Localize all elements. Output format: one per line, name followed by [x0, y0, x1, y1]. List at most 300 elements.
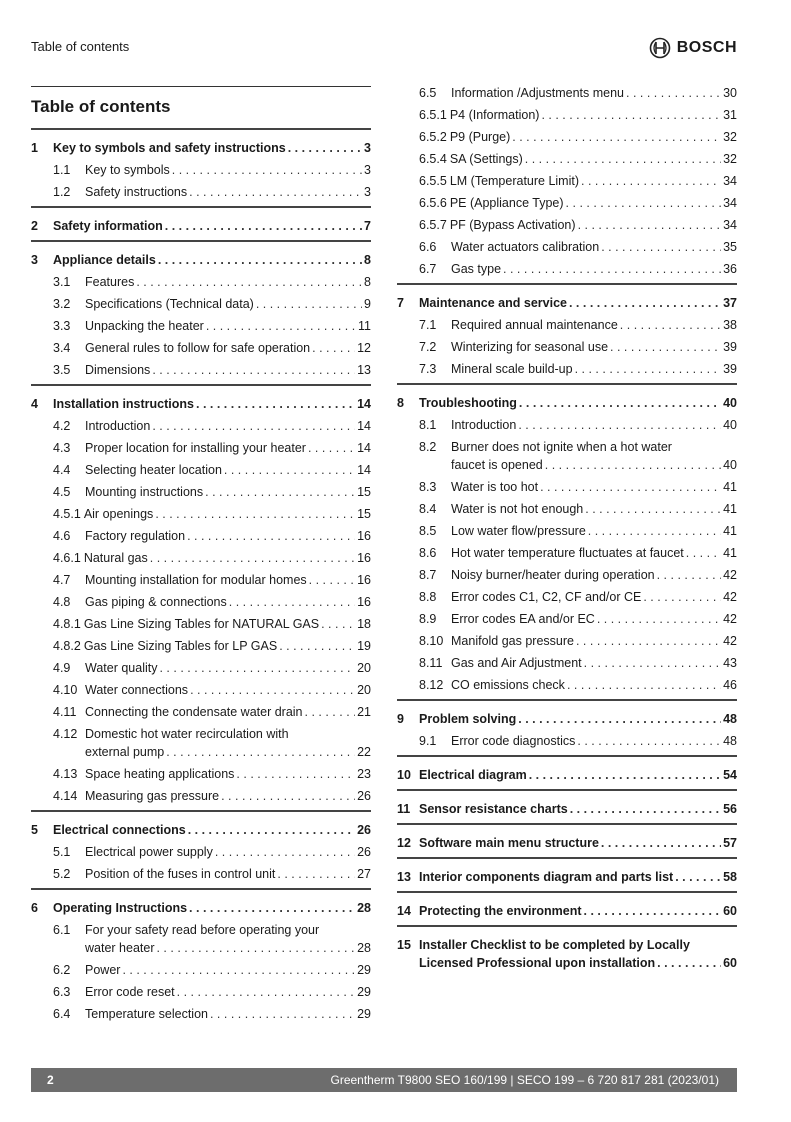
toc-entry-line1[interactable] — [397, 937, 737, 953]
toc-entry-number: 4.5 — [53, 485, 71, 499]
toc-entry[interactable] — [31, 506, 371, 522]
dot-leader — [156, 940, 355, 956]
toc-entry[interactable] — [397, 261, 737, 277]
dot-leader — [576, 633, 721, 649]
dot-leader — [166, 744, 355, 760]
toc-entry[interactable] — [397, 567, 737, 583]
dot-leader — [570, 801, 721, 817]
toc-entry[interactable] — [397, 85, 737, 101]
dot-leader — [567, 677, 721, 693]
dot-leader — [597, 611, 721, 627]
dot-leader — [584, 655, 721, 671]
toc-entry-number: 6.5 — [419, 86, 437, 100]
toc-entry-label: Measuring gas pressure — [85, 789, 220, 803]
dot-leader — [566, 195, 722, 211]
toc-entry-page: 16 — [357, 551, 371, 565]
section-divider — [397, 283, 737, 285]
toc-entry-number: 4.11 — [53, 705, 77, 719]
toc-entry[interactable] — [397, 107, 737, 123]
toc-entry-page: 46 — [723, 678, 737, 692]
toc-entry[interactable] — [397, 589, 737, 605]
dot-leader — [155, 506, 355, 522]
dot-leader — [206, 318, 356, 334]
toc-entry-label: Appliance details — [53, 253, 156, 267]
toc-chapter[interactable] — [397, 801, 737, 817]
dot-leader — [196, 396, 355, 412]
dot-leader — [288, 140, 362, 156]
toc-entry-page: 12 — [357, 341, 371, 355]
dot-leader — [188, 822, 355, 838]
toc-entry-page: 34 — [723, 218, 737, 232]
page-footer — [31, 1068, 737, 1092]
toc-entry-page: 32 — [723, 130, 737, 144]
dot-leader — [150, 550, 355, 566]
dot-leader — [256, 296, 362, 312]
dot-leader — [518, 417, 721, 433]
toc-entry-label: Operating Instructions — [53, 901, 188, 915]
toc-entry-number: 7.3 — [419, 362, 437, 376]
header-title: Table of contents — [31, 39, 130, 54]
toc-entry-page: 41 — [723, 524, 737, 538]
section-divider — [397, 857, 737, 859]
toc-entry-page: 23 — [357, 767, 371, 781]
toc-entry-label: Problem solving — [419, 712, 517, 726]
toc-entry-label: Connecting the condensate water drain — [85, 705, 303, 719]
toc-entry-number: 4.8.2 — [53, 639, 81, 653]
toc-entry-page: 41 — [723, 502, 737, 516]
toc-entry-page: 8 — [364, 253, 371, 267]
dot-leader — [588, 523, 721, 539]
toc-entry-label: Key to symbols and safety instructions — [53, 141, 286, 155]
toc-entry-number: 4.13 — [53, 767, 78, 781]
toc-entry[interactable] — [397, 129, 737, 145]
toc-entry-number: 4.4 — [53, 463, 71, 477]
dot-leader — [601, 835, 721, 851]
toc-chapter[interactable] — [31, 396, 371, 412]
toc-entry[interactable] — [31, 866, 371, 882]
toc-entry-label: Natural gas — [83, 551, 148, 565]
dot-leader — [229, 594, 355, 610]
dot-leader — [584, 903, 722, 919]
toc-entry[interactable] — [397, 361, 737, 377]
toc-entry-page: 3 — [364, 185, 371, 199]
toc-entry-label: Troubleshooting — [419, 396, 517, 410]
toc-entry[interactable] — [31, 484, 371, 500]
toc-entry-number: 6.5.4 — [419, 152, 447, 166]
toc-entry[interactable] — [31, 788, 371, 804]
section-divider — [397, 383, 737, 385]
toc-entry[interactable] — [31, 660, 371, 676]
toc-entry-label: P9 (Purge) — [449, 130, 511, 144]
toc-entry-label: Software main menu structure — [419, 836, 599, 850]
dot-leader — [675, 869, 721, 885]
toc-chapter[interactable] — [397, 869, 737, 885]
toc-entry-label: Gas piping & connections — [85, 595, 227, 609]
toc-entry[interactable] — [31, 418, 371, 434]
toc-entry[interactable] — [397, 611, 737, 627]
dot-leader — [575, 361, 722, 377]
dot-leader — [503, 261, 721, 277]
dot-leader — [321, 616, 355, 632]
toc-entry[interactable] — [397, 523, 737, 539]
toc-entry-page: 42 — [723, 568, 737, 582]
toc-entry-number: 5.1 — [53, 845, 71, 859]
section-divider — [397, 789, 737, 791]
dot-leader — [626, 85, 721, 101]
toc-entry-page: 8 — [364, 275, 371, 289]
toc-entry-label: Unpacking the heater — [85, 319, 204, 333]
toc-entry-page: 14 — [357, 419, 371, 433]
toc-entry-label: Error code diagnostics — [451, 734, 576, 748]
toc-entry[interactable] — [31, 550, 371, 566]
toc-entry-label: Dimensions — [85, 363, 151, 377]
toc-entry-number: 6.1 — [53, 923, 71, 937]
toc-entry[interactable] — [397, 317, 737, 333]
toc-entry-number: 3 — [31, 253, 38, 267]
toc-entry-page: 16 — [357, 573, 371, 587]
toc-entry-number: 6.5.2 — [419, 130, 447, 144]
toc-entry-label: Key to symbols — [85, 163, 170, 177]
toc-chapter[interactable] — [31, 252, 371, 268]
toc-entry[interactable] — [397, 417, 737, 433]
toc-entry-page: 11 — [358, 319, 371, 333]
dot-leader — [172, 162, 362, 178]
toc-entry-number: 4.12 — [53, 727, 78, 741]
toc-entry[interactable] — [397, 677, 737, 693]
toc-entry-label: Introduction — [451, 418, 517, 432]
toc-entry[interactable] — [31, 296, 371, 312]
toc-entry[interactable] — [31, 340, 371, 356]
dot-leader — [190, 682, 355, 698]
toc-entry-number: 14 — [397, 904, 411, 918]
toc-entry-number: 8.6 — [419, 546, 437, 560]
toc-entry[interactable] — [31, 162, 371, 178]
toc-entry-number: 4.3 — [53, 441, 71, 455]
toc-entry-line1[interactable] — [31, 726, 371, 742]
toc-entry-page: 9 — [364, 297, 371, 311]
toc-entry-number: 6.5.1 — [419, 108, 447, 122]
toc-chapter[interactable] — [397, 395, 737, 411]
toc-entry-label: Burner does not ignite when a hot water — [451, 440, 672, 454]
toc-entry-number: 4.6.1 — [53, 551, 81, 565]
toc-entry[interactable] — [397, 173, 737, 189]
dot-leader — [277, 866, 355, 882]
toc-entry[interactable] — [31, 362, 371, 378]
toc-entry[interactable] — [397, 633, 737, 649]
toc-entry-number: 7.1 — [419, 318, 437, 332]
section-divider — [31, 240, 371, 242]
toc-entry-number: 8.1 — [419, 418, 437, 432]
toc-entry-label: Specifications (Technical data) — [85, 297, 254, 311]
toc-entry-page: 58 — [723, 870, 737, 884]
toc-entry-page: 13 — [357, 363, 371, 377]
toc-entry-label: Selecting heater location — [85, 463, 222, 477]
toc-entry-label: Position of the fuses in control unit — [85, 867, 276, 881]
dot-leader — [189, 184, 362, 200]
toc-entry-number: 7 — [397, 296, 404, 310]
toc-entry-page: 26 — [357, 845, 371, 859]
toc-entry-label: Manifold gas pressure — [451, 634, 574, 648]
toc-entry-label: Factory regulation — [85, 529, 186, 543]
section-divider — [397, 925, 737, 927]
toc-entry-number: 6.6 — [419, 240, 437, 254]
toc-entry-label: Electrical connections — [53, 823, 186, 837]
toc-entry-page: 60 — [723, 904, 737, 918]
dot-leader — [308, 440, 355, 456]
toc-entry-number: 6.7 — [419, 262, 437, 276]
dot-leader — [540, 479, 721, 495]
toc-entry-label: Water quality — [85, 661, 158, 675]
toc-entry-label: Gas Line Sizing Tables for NATURAL GAS — [83, 617, 320, 631]
dot-leader — [569, 295, 721, 311]
toc-entry-line2[interactable] — [31, 744, 371, 760]
toc-entry-label: Safety information — [53, 219, 163, 233]
toc-chapter[interactable] — [397, 711, 737, 727]
toc-entry[interactable] — [31, 572, 371, 588]
toc-entry-number: 2 — [31, 219, 38, 233]
toc-entry-number: 6.5.5 — [419, 174, 447, 188]
toc-entry[interactable] — [397, 239, 737, 255]
toc-entry[interactable] — [397, 195, 737, 211]
brand-name: BOSCH — [676, 39, 737, 56]
dot-leader — [159, 660, 355, 676]
toc-entry[interactable] — [31, 766, 371, 782]
toc-entry-page: 20 — [357, 683, 371, 697]
toc-entry-number: 13 — [397, 870, 411, 884]
dot-leader — [187, 528, 355, 544]
toc-entry-page: 16 — [357, 529, 371, 543]
toc-entry[interactable] — [397, 151, 737, 167]
dot-leader — [529, 767, 721, 783]
dot-leader — [518, 711, 721, 727]
toc-entry-page: 14 — [357, 397, 371, 411]
toc-entry-page: 38 — [723, 318, 737, 332]
toc-entry-page: 34 — [723, 174, 737, 188]
toc-entry-page: 57 — [723, 836, 737, 850]
toc-entry-number: 4 — [31, 397, 38, 411]
toc-entry-page: 40 — [723, 396, 737, 410]
toc-entry-number: 5.2 — [53, 867, 71, 881]
toc-chapter[interactable] — [31, 900, 371, 916]
toc-entry-label-cont: water heater — [85, 941, 155, 955]
toc-entry-label: Proper location for installing your heater — [85, 441, 306, 455]
toc-chapter[interactable] — [397, 903, 737, 919]
toc-entry-number: 4.7 — [53, 573, 71, 587]
toc-entry[interactable] — [31, 594, 371, 610]
toc-entry[interactable] — [31, 1006, 371, 1022]
dot-leader — [541, 107, 721, 123]
footer-page-number: 2 — [47, 1073, 54, 1087]
toc-entry-label: Sensor resistance charts — [419, 802, 568, 816]
toc-entry[interactable] — [31, 704, 371, 720]
toc-entry-page: 28 — [357, 901, 371, 915]
toc-entry[interactable] — [397, 479, 737, 495]
toc-entry-label: SA (Settings) — [449, 152, 523, 166]
toc-entry-label: Winterizing for seasonal use — [451, 340, 609, 354]
toc-entry-label: Installation instructions — [53, 397, 194, 411]
toc-entry-page: 29 — [357, 963, 371, 977]
toc-entry-page: 27 — [357, 867, 371, 881]
toc-entry[interactable] — [31, 274, 371, 290]
toc-entry[interactable] — [31, 462, 371, 478]
toc-entry[interactable] — [31, 318, 371, 334]
toc-entry-page: 30 — [723, 86, 737, 100]
toc-entry[interactable] — [31, 440, 371, 456]
toc-entry-page: 54 — [723, 768, 737, 782]
toc-entry-line2[interactable] — [397, 955, 737, 971]
dot-leader — [686, 545, 721, 561]
toc-entry[interactable] — [31, 962, 371, 978]
bosch-logo — [649, 37, 737, 59]
toc-entry-label: Required annual maintenance — [451, 318, 618, 332]
toc-chapter[interactable] — [397, 835, 737, 851]
toc-entry-page: 7 — [364, 219, 371, 233]
toc-entry-line2[interactable] — [397, 457, 737, 473]
toc-entry-line1[interactable] — [31, 922, 371, 938]
dot-leader — [578, 217, 722, 233]
toc-entry-label: Safety instructions — [85, 185, 188, 199]
dot-leader — [309, 572, 355, 588]
dot-leader — [177, 984, 355, 1000]
dot-leader — [122, 962, 355, 978]
toc-entry-label: Water actuators calibration — [451, 240, 600, 254]
toc-entry-page: 42 — [723, 590, 737, 604]
dot-leader — [152, 418, 355, 434]
dot-leader — [512, 129, 721, 145]
dot-leader — [305, 704, 356, 720]
section-divider — [31, 888, 371, 890]
toc-entry-page: 28 — [357, 941, 371, 955]
toc-entry-label: General rules to follow for safe operation — [85, 341, 311, 355]
toc-entry[interactable] — [31, 638, 371, 654]
toc-entry-number: 12 — [397, 836, 411, 850]
dot-leader — [152, 362, 355, 378]
toc-entry-line2[interactable] — [31, 940, 371, 956]
toc-entry[interactable] — [31, 844, 371, 860]
toc-entry-label: Space heating applications — [85, 767, 235, 781]
section-divider — [31, 128, 371, 130]
toc-chapter[interactable] — [31, 140, 371, 156]
toc-entry[interactable] — [31, 984, 371, 1000]
toc-entry-page: 20 — [357, 661, 371, 675]
toc-chapter[interactable] — [31, 218, 371, 234]
toc-chapter[interactable] — [397, 767, 737, 783]
toc-entry-number: 1.1 — [53, 163, 71, 177]
toc-entry-number: 8.10 — [419, 634, 444, 648]
toc-entry-label: Hot water temperature fluctuates at faucet — [451, 546, 684, 560]
toc-chapter[interactable] — [31, 822, 371, 838]
toc-entry-line1[interactable] — [397, 439, 737, 455]
toc-entry[interactable] — [397, 501, 737, 517]
toc-entry-page: 31 — [723, 108, 737, 122]
toc-entry[interactable] — [397, 733, 737, 749]
toc-entry-label: PF (Bypass Activation) — [449, 218, 576, 232]
toc-entry-number: 4.6 — [53, 529, 71, 543]
toc-entry-number: 6.3 — [53, 985, 71, 999]
toc-entry-number: 6.5.6 — [419, 196, 447, 210]
dot-leader — [224, 462, 355, 478]
toc-entry-number: 8.8 — [419, 590, 437, 604]
toc-entry-label: Introduction — [85, 419, 151, 433]
dot-leader — [205, 484, 355, 500]
toc-entry-label: LM (Temperature Limit) — [449, 174, 580, 188]
toc-entry-label: Protecting the environment — [419, 904, 582, 918]
toc-entry-page: 56 — [723, 802, 737, 816]
toc-entry-number: 8 — [397, 396, 404, 410]
toc-entry[interactable] — [397, 545, 737, 561]
section-divider — [31, 810, 371, 812]
dot-leader — [657, 567, 721, 583]
dot-leader — [519, 395, 721, 411]
toc-entry-label: CO emissions check — [451, 678, 565, 692]
toc-entry-number: 4.8 — [53, 595, 71, 609]
toc-entry-number: 4.10 — [53, 683, 78, 697]
dot-leader — [215, 844, 355, 860]
toc-entry-label: Water is too hot — [451, 480, 539, 494]
toc-entry-page: 41 — [723, 480, 737, 494]
toc-entry-number: 4.5.1 — [53, 507, 81, 521]
dot-leader — [601, 239, 721, 255]
toc-entry-page: 35 — [723, 240, 737, 254]
toc-entry-number: 3.2 — [53, 297, 71, 311]
dot-leader — [577, 733, 721, 749]
toc-entry-label: Gas Line Sizing Tables for LP GAS — [83, 639, 278, 653]
toc-entry-label: Error codes EA and/or EC — [451, 612, 595, 626]
toc-entry-number: 11 — [397, 802, 411, 816]
dot-leader — [643, 589, 721, 605]
toc-entry-label: P4 (Information) — [449, 108, 540, 122]
toc-entry[interactable] — [31, 616, 371, 632]
dot-leader — [525, 151, 721, 167]
toc-entry-label: For your safety read before operating your — [85, 923, 320, 937]
section-divider — [397, 699, 737, 701]
toc-entry[interactable] — [31, 682, 371, 698]
toc-entry[interactable] — [397, 339, 737, 355]
toc-entry-page: 41 — [723, 546, 737, 560]
toc-chapter[interactable] — [397, 295, 737, 311]
toc-entry-page: 15 — [357, 485, 371, 499]
toc-entry[interactable] — [397, 655, 737, 671]
toc-entry-page: 3 — [364, 163, 371, 177]
dot-leader — [610, 339, 721, 355]
dot-leader — [620, 317, 721, 333]
toc-entry-page: 3 — [364, 141, 371, 155]
section-divider — [31, 384, 371, 386]
dot-leader — [165, 218, 362, 234]
dot-leader — [312, 340, 355, 356]
toc-entry[interactable] — [397, 217, 737, 233]
toc-entry-number: 8.9 — [419, 612, 437, 626]
toc-entry-number: 4.8.1 — [53, 617, 81, 631]
toc-entry[interactable] — [31, 528, 371, 544]
toc-entry-page: 60 — [723, 956, 737, 970]
toc-entry-label: Temperature selection — [85, 1007, 208, 1021]
toc-entry-number: 6.2 — [53, 963, 71, 977]
dot-leader — [581, 173, 721, 189]
toc-entry-label-cont: faucet is opened — [451, 458, 543, 472]
toc-entry-number: 7.2 — [419, 340, 437, 354]
toc-entry-page: 22 — [357, 745, 371, 759]
dot-leader — [236, 766, 355, 782]
dot-leader — [158, 252, 362, 268]
toc-entry-number: 15 — [397, 938, 411, 952]
toc-entry[interactable] — [31, 184, 371, 200]
toc-entry-page: 34 — [723, 196, 737, 210]
toc-entry-label: Information /Adjustments menu — [451, 86, 624, 100]
toc-entry-page: 37 — [723, 296, 737, 310]
toc-entry-number: 8.3 — [419, 480, 437, 494]
toc-entry-page: 40 — [723, 418, 737, 432]
